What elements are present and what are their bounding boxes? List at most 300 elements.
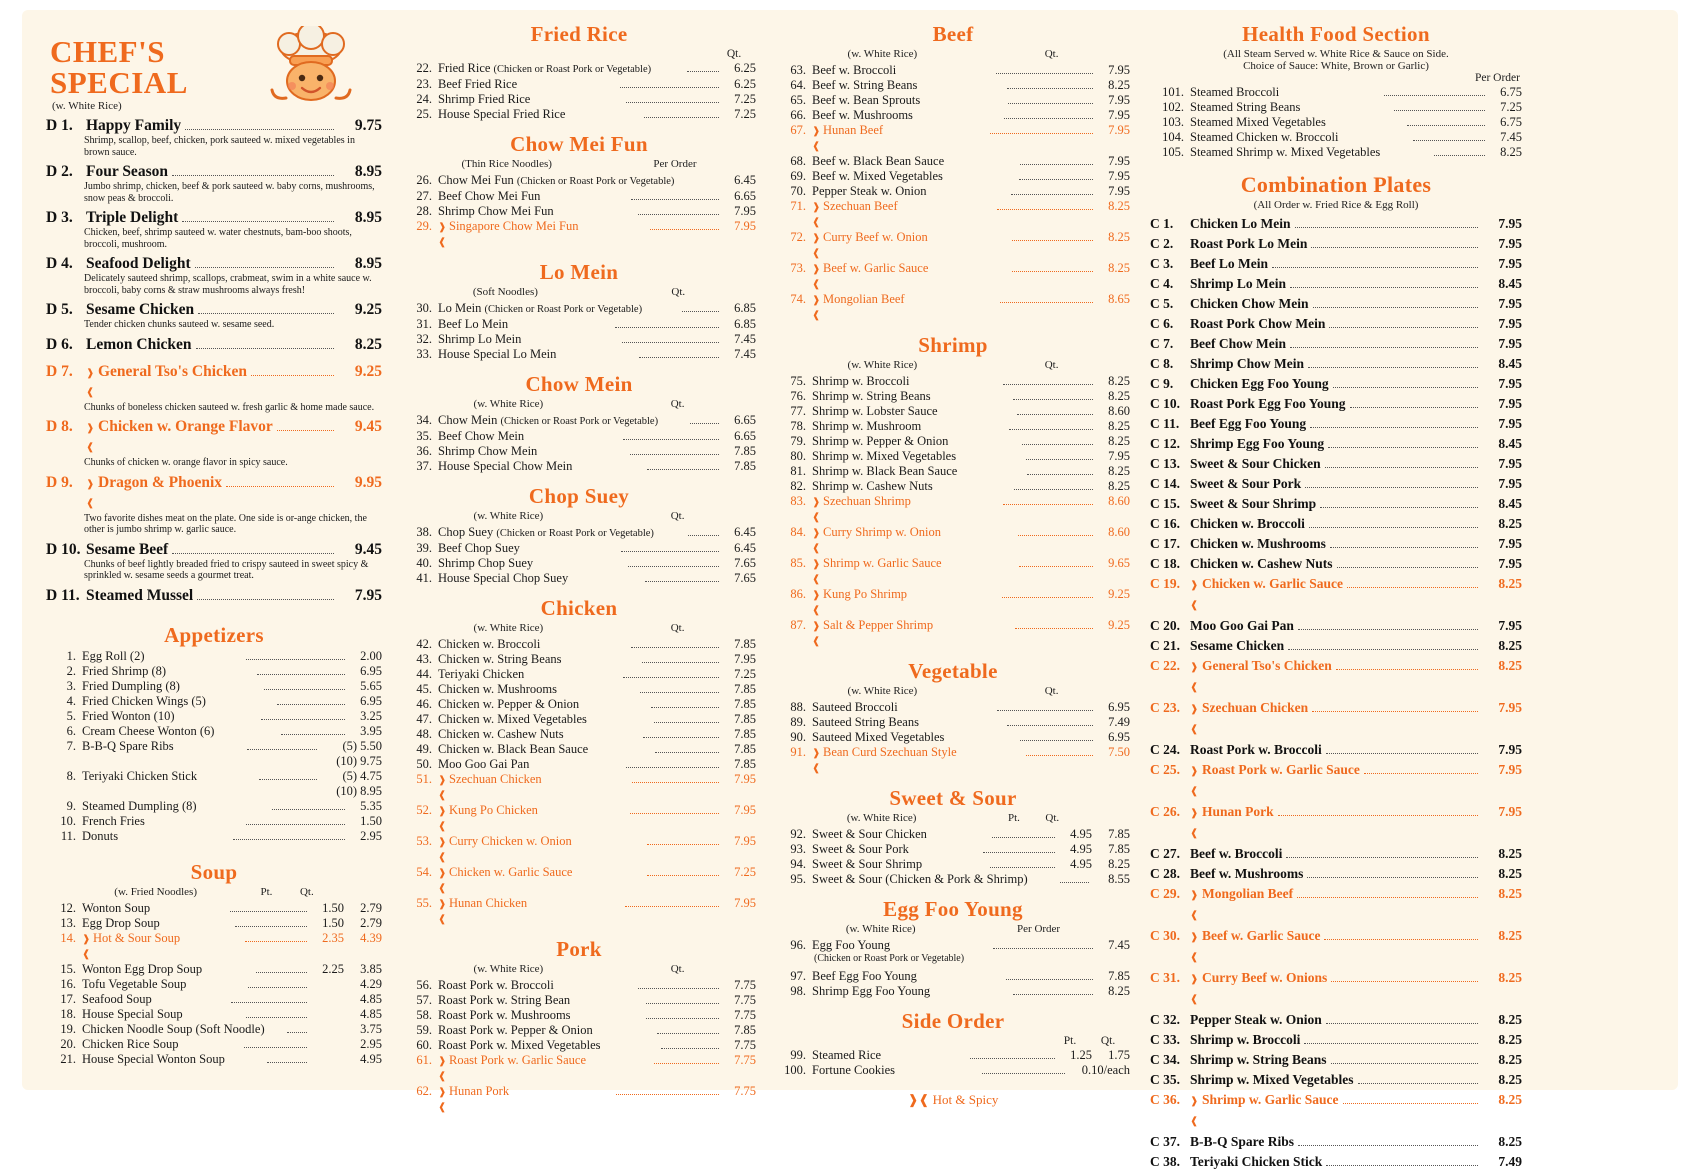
leader-dots [1007, 88, 1093, 89]
menu-item[interactable]: 103. Steamed Mixed Vegetables 6.75 [1162, 115, 1523, 129]
chefs-special-header [46, 20, 382, 116]
menu-item[interactable]: 43. Chicken w. String Beans 7.95 [416, 652, 757, 666]
menu-item[interactable]: C 25. ❱❰ Roast Pork w. Garlic Sauce 7.95 [1150, 760, 1522, 802]
section-title-fried-rice: Fried Rice [530, 22, 628, 46]
leader-dots [687, 71, 719, 72]
leader-dots [688, 535, 719, 536]
menu-item[interactable]: 31. Beef Lo Mein 6.85 [416, 317, 756, 331]
leader-dots [1006, 979, 1093, 980]
menu-item[interactable]: 17. Seafood Soup 4.85 [60, 991, 383, 1006]
menu-item[interactable]: 86. ❱❰ Kung Po Shrimp 9.25 [790, 587, 1131, 616]
leader-dots [1358, 1083, 1478, 1084]
spicy-icon: ❱❰ [1190, 766, 1199, 797]
menu-item[interactable]: 20. Chicken Rice Soup 2.95 [60, 1036, 383, 1051]
menu-item[interactable]: 64. Beef w. String Beans 8.25 [790, 78, 1131, 92]
chefs-special-list [46, 116, 382, 605]
menu-item[interactable]: 15. Wonton Egg Drop Soup 2.25 3.85 [60, 961, 382, 976]
menu-item[interactable]: 61. ❱❰ Roast Pork w. Garlic Sauce 7.75 [416, 1053, 757, 1082]
section-title-vegetable: Vegetable [908, 659, 998, 683]
leader-dots [1012, 240, 1093, 241]
combination-list [1150, 214, 1522, 1172]
menu-item[interactable]: 81. Shrimp w. Black Bean Sauce 8.25 [790, 464, 1130, 478]
menu-item[interactable]: 13. Egg Drop Soup 1.50 2.79 [60, 915, 382, 930]
menu-item[interactable]: C 29. ❱❰ Mongolian Beef 8.25 [1150, 884, 1522, 926]
menu-item[interactable]: 84. ❱❰ Curry Shrimp w. Onion 8.60 [790, 525, 1131, 554]
menu-item[interactable]: 52. ❱❰ Kung Po Chicken 7.95 [416, 803, 757, 832]
menu-item[interactable]: 36. Shrimp Chow Mein 7.85 [416, 444, 756, 458]
leader-dots [1060, 882, 1089, 883]
menu-item[interactable]: 42. Chicken w. Broccoli 7.85 [416, 637, 757, 651]
menu-item[interactable]: C 15. Sweet & Sour Shrimp 8.45 [1150, 496, 1522, 511]
menu-item[interactable]: 38. Chop Suey (Chicken or Roast Pork or Vegetable) 6.45 [416, 525, 756, 539]
menu-item[interactable]: 40. Shrimp Chop Suey 7.65 [416, 556, 756, 570]
menu-item[interactable]: 90. Sauteed Mixed Vegetables 6.95 [790, 730, 1130, 744]
section-title-combination: Combination Plates [1240, 172, 1432, 197]
leader-dots [233, 839, 345, 840]
menu-item[interactable]: 89. Sauteed String Beans 7.49 [790, 715, 1130, 729]
menu-item[interactable]: 16. Tofu Vegetable Soup 4.29 [60, 976, 382, 991]
menu-item[interactable]: D 11. Steamed Mussel 7.95 [46, 586, 382, 604]
leader-dots [682, 311, 719, 312]
leader-dots [630, 454, 719, 455]
menu-item[interactable]: 30. Lo Mein (Chicken or Roast Pork or Vegetable) 6.85 [416, 301, 756, 315]
menu-item[interactable]: 32. Shrimp Lo Mein 7.45 [416, 332, 756, 346]
menu-item[interactable]: 3. Fried Dumpling (8) 5.65 [66, 678, 383, 693]
leader-dots [1413, 140, 1485, 141]
leader-dots [235, 926, 307, 927]
leader-dots [1286, 857, 1478, 858]
leader-dots [226, 486, 334, 487]
menu-item[interactable]: C 14. Sweet & Sour Pork 7.95 [1150, 476, 1522, 491]
menu-item[interactable]: 14. ❱❰ Hot & Sour Soup 2.35 4.39 [60, 930, 383, 960]
menu-item[interactable]: 53. ❱❰ Curry Chicken w. Onion 7.95 [416, 834, 757, 863]
leader-dots [1297, 897, 1478, 898]
menu-item[interactable]: C 3. Beef Lo Mein 7.95 [1150, 256, 1522, 271]
menu-item[interactable]: 49. Chicken w. Black Bean Sauce 7.85 [416, 742, 756, 756]
leader-dots [630, 813, 719, 814]
chow-mein-subtitle: (w. White Rice) Qt. [473, 398, 685, 410]
leader-dots [990, 867, 1055, 868]
menu-item[interactable]: C 37. B-B-Q Spare Ribs 8.25 [1150, 1134, 1522, 1149]
menu-item[interactable]: 34. Chow Mein (Chicken or Roast Pork or Vegetable) 6.65 [416, 413, 756, 427]
menu-item[interactable]: C 10. Roast Pork Egg Foo Young 7.95 [1150, 396, 1522, 411]
spicy-icon: ❱❰ [1190, 890, 1199, 921]
menu-item[interactable]: 57. Roast Pork w. String Bean 7.75 [416, 993, 757, 1007]
leader-dots [1019, 179, 1093, 180]
menu-item[interactable]: C 9. Chicken Egg Foo Young 7.95 [1150, 376, 1522, 391]
leader-dots [1350, 407, 1478, 408]
menu-item[interactable]: 9. Steamed Dumpling (8) 5.35 [66, 798, 383, 813]
spicy-icon: ❱❰ [812, 264, 821, 290]
menu-item[interactable]: 83. ❱❰ Szechuan Shrimp 8.60 [790, 494, 1130, 523]
menu-item[interactable]: 100. Fortune Cookies 0.10/each [784, 1062, 1131, 1077]
leader-dots [690, 423, 719, 424]
leader-dots [996, 73, 1093, 74]
menu-item[interactable]: D 9. ❱❰ Dragon & Phoenix 9.95 [46, 473, 382, 513]
menu-item[interactable]: D 4. Seafood Delight 8.95 [46, 255, 382, 272]
menu-item[interactable]: 72. ❱❰ Curry Beef w. Onion 8.25 [790, 230, 1131, 259]
spicy-icon: ❱❰ [438, 775, 447, 801]
leader-dots [651, 707, 719, 708]
leader-dots [1027, 474, 1093, 475]
leader-dots [631, 647, 719, 648]
leader-dots [1311, 247, 1478, 248]
leader-dots [654, 1063, 719, 1064]
spicy-legend: ❱❰ Hot & Spicy [907, 1091, 999, 1107]
menu-item[interactable]: 6. Cream Cheese Wonton (6) 3.95 [66, 723, 383, 738]
menu-item[interactable]: 78. Shrimp w. Mushroom 8.25 [790, 419, 1131, 433]
menu-item[interactable]: 44. Teriyaki Chicken 7.25 [416, 667, 756, 681]
side-order-columns: Pt. Qt. [1063, 1034, 1116, 1047]
menu-item[interactable]: D 3. Triple Delight 8.95 [46, 209, 382, 226]
leader-dots [644, 117, 719, 118]
section-title-beef: Beef [932, 22, 974, 46]
leader-dots [661, 1048, 719, 1049]
menu-item[interactable]: C 22. ❱❰ General Tso's Chicken 8.25 [1150, 656, 1522, 698]
menu-item[interactable]: 50. Moo Goo Gai Pan 7.85 [416, 757, 757, 771]
spicy-icon: ❱❰ [812, 621, 821, 647]
menu-item[interactable]: 39. Beef Chop Suey 6.45 [416, 541, 756, 555]
menu-item[interactable]: 93. Sweet & Sour Pork 4.95 7.85 [790, 842, 1130, 856]
menu-item[interactable]: C 26. ❱❰ Hunan Pork 7.95 [1150, 802, 1522, 844]
shrimp-list [776, 374, 1130, 649]
leader-dots [259, 779, 317, 780]
menu-item[interactable]: 71. ❱❰ Szechuan Beef 8.25 [790, 199, 1130, 228]
menu-item[interactable]: 22. Fried Rice (Chicken or Roast Pork or Vegetable) 6.25 [416, 61, 757, 75]
menu-item[interactable]: 98. Shrimp Egg Foo Young 8.25 [790, 983, 1130, 998]
menu-item[interactable]: 101. Steamed Broccoli 6.75 [1162, 85, 1522, 99]
menu-item[interactable]: 95. Sweet & Sour (Chicken & Pork & Shrimp) 8.55 [790, 872, 1130, 886]
menu-item[interactable]: D 10. Sesame Beef 9.45 [46, 540, 382, 558]
leader-dots [620, 87, 719, 88]
menu-item[interactable]: C 7. Beef Chow Mein 7.95 [1150, 336, 1522, 351]
menu-item[interactable]: C 13. Sweet & Sour Chicken 7.95 [1150, 456, 1522, 471]
menu-item[interactable]: D 5. Sesame Chicken 9.25 [46, 301, 382, 318]
spicy-icon: ❱❰ [1190, 704, 1199, 735]
menu-item[interactable]: D 7. ❱❰ General Tso's Chicken 9.25 [46, 362, 382, 402]
spicy-icon: ❱❰ [86, 478, 95, 509]
leader-dots [646, 1003, 719, 1004]
pork-list [402, 978, 756, 1115]
menu-item[interactable]: C 33. Shrimp w. Broccoli 8.25 [1150, 1032, 1522, 1047]
leader-dots [1337, 567, 1478, 568]
menu-item[interactable]: 19. Chicken Noodle Soup (Soft Noodle) 3.75 [60, 1021, 382, 1036]
leader-dots [623, 439, 719, 440]
leader-dots [197, 599, 334, 600]
leader-dots [1288, 649, 1478, 650]
spicy-icon: ❱❰ [438, 1087, 447, 1113]
leader-dots [983, 852, 1055, 853]
health-food-subtitle1: (All Steam Served w. White Rice & Sauce on Side. [1223, 48, 1449, 60]
menu-item[interactable]: 41. House Special Chop Suey 7.65 [416, 571, 757, 585]
item-description: Tender chicken chunks sauteed w. sesame seed. [84, 319, 275, 330]
menu-item[interactable]: 59. Roast Pork w. Pepper & Onion 7.85 [416, 1023, 756, 1037]
leader-dots [647, 469, 719, 470]
menu-item[interactable]: 35. Beef Chow Mein 6.65 [416, 429, 757, 443]
menu-item[interactable]: 55. ❱❰ Hunan Chicken 7.95 [416, 896, 757, 925]
menu-item[interactable]: 48. Chicken w. Cashew Nuts 7.85 [416, 727, 756, 741]
chop-suey-subtitle: (w. White Rice) Qt. [473, 510, 685, 522]
menu-item[interactable]: 104. Steamed Chicken w. Broccoli 7.45 [1162, 130, 1522, 144]
leader-dots [1295, 227, 1478, 228]
leader-dots [638, 214, 719, 215]
beef-subtitle: (w. White Rice) Qt. [847, 48, 1059, 60]
section-title-chow-mein: Chow Mein [525, 372, 633, 396]
menu-item[interactable]: 1. Egg Roll (2) 2.00 [66, 648, 382, 663]
menu-item[interactable]: C 8. Shrimp Chow Mein 8.45 [1150, 356, 1522, 371]
menu-item[interactable]: 29. ❱❰ Singapore Chow Mei Fun 7.95 [416, 219, 757, 248]
menu-item[interactable]: C 34. Shrimp w. String Beans 8.25 [1150, 1052, 1522, 1067]
menu-item[interactable]: 12. Wonton Soup 1.50 2.79 [60, 900, 383, 915]
menu-item[interactable]: 69. Beef w. Mixed Vegetables 7.95 [790, 169, 1130, 183]
leader-dots [1347, 587, 1478, 588]
leader-dots [622, 342, 719, 343]
menu-item[interactable]: 102. Steamed String Beans 7.25 [1162, 100, 1522, 114]
menu-item[interactable]: D 8. ❱❰ Chicken w. Orange Flavor 9.45 [46, 417, 382, 457]
menu-item[interactable]: 56. Roast Pork w. Broccoli 7.75 [416, 978, 757, 992]
spicy-icon: ❱❰ [907, 1091, 930, 1107]
chicken-subtitle: (w. White Rice) Qt. [473, 622, 685, 634]
leader-dots [638, 988, 719, 989]
menu-item[interactable]: 46. Chicken w. Pepper & Onion 7.85 [416, 697, 756, 711]
menu-item[interactable]: 58. Roast Pork w. Mushrooms 7.75 [416, 1008, 757, 1022]
leader-dots [1012, 271, 1093, 272]
menu-item[interactable]: 87. ❱❰ Salt & Pepper Shrimp 9.25 [790, 618, 1131, 647]
leader-dots [1343, 1103, 1478, 1104]
menu-item[interactable]: 75. Shrimp w. Broccoli 8.25 [790, 374, 1131, 388]
spicy-icon: ❱❰ [1190, 580, 1199, 611]
leader-dots [1313, 307, 1478, 308]
menu-item[interactable]: 88. Sauteed Broccoli 6.95 [790, 700, 1130, 714]
leader-dots [1026, 755, 1093, 756]
leader-dots [631, 199, 719, 200]
fried-rice-columns: Qt. [726, 48, 742, 60]
menu-item[interactable]: 94. Sweet & Sour Shrimp 4.95 8.25 [790, 857, 1131, 871]
section-title-egg-foo-young: Egg Foo Young [883, 897, 1023, 921]
leader-dots [1008, 103, 1093, 104]
leader-dots [1312, 711, 1478, 712]
menu-item[interactable]: 73. ❱❰ Beef w. Garlic Sauce 8.25 [790, 261, 1131, 290]
item-description: Chunks of beef lightly breaded fried to crispy sauteed in sweet spicy & sprinkled w. sesame seeds a gourmet treat. [84, 558, 369, 581]
leader-dots [230, 911, 307, 912]
section-title-chop-suey: Chop Suey [528, 484, 630, 508]
menu-item[interactable]: D 6. Lemon Chicken 8.25 [46, 335, 382, 353]
spicy-icon: ❱❰ [812, 559, 821, 585]
menu-item[interactable]: 18. House Special Soup 4.85 [60, 1006, 382, 1021]
leader-dots [172, 175, 334, 176]
section-title-soup: Soup [190, 859, 238, 884]
leader-dots [1305, 487, 1478, 488]
leader-dots [616, 1094, 719, 1095]
menu-item[interactable]: 92. Sweet & Sour Chicken 4.95 7.85 [790, 827, 1131, 841]
item-description: (Chicken or Roast Pork or Vegetable) [814, 953, 965, 964]
menu-item[interactable]: C 2. Roast Pork Lo Mein 7.95 [1150, 236, 1522, 251]
menu-item[interactable]: 65. Beef w. Bean Sprouts 7.95 [790, 93, 1131, 107]
chef-mascot-icon [256, 26, 366, 116]
menu-item[interactable]: 96. Egg Foo Young 7.45 [790, 938, 1130, 952]
menu-item[interactable]: 54. ❱❰ Chicken w. Garlic Sauce 7.25 [416, 865, 757, 894]
spicy-icon: ❱❰ [1190, 974, 1199, 1005]
menu-item[interactable]: 68. Beef w. Black Bean Sauce 7.95 [790, 154, 1130, 168]
leader-dots [1326, 1165, 1478, 1166]
menu-item[interactable]: 7. B-B-Q Spare Ribs (5) 5.50 (10) 9.75 [66, 738, 383, 768]
menu-item[interactable]: 23. Beef Fried Rice 6.25 [416, 77, 757, 91]
menu-item[interactable]: 10. French Fries 1.50 [60, 813, 382, 828]
menu-item[interactable]: 26. Chow Mei Fun (Chicken or Roast Pork or Vegetable) 6.45 [416, 173, 756, 187]
menu-item[interactable]: 85. ❱❰ Shrimp w. Garlic Sauce 9.65 [790, 556, 1131, 585]
menu-item[interactable]: C 32. Pepper Steak w. Onion 8.25 [1150, 1012, 1522, 1027]
leader-dots [1014, 489, 1093, 490]
item-description: Chicken, beef, shrimp sauteed w. water chestnuts, bam-boo shoots, broccoli, mushroom. [84, 227, 352, 250]
section-title-appetizers: Appetizers [164, 622, 264, 647]
menu-item[interactable]: 62. ❱❰ Hunan Pork 7.75 [416, 1084, 757, 1113]
menu-item[interactable]: D 2. Four Season 8.95 [46, 163, 382, 180]
spicy-icon: ❱❰ [438, 222, 447, 248]
menu-item[interactable]: 105. Steamed Shrimp w. Mixed Vegetables 8.25 [1162, 145, 1522, 159]
menu-item[interactable]: D 1. Happy Family 9.75 [46, 117, 382, 134]
menu-item[interactable]: C 16. Chicken w. Broccoli 8.25 [1150, 516, 1522, 531]
menu-item[interactable]: C 24. Roast Pork w. Broccoli 7.95 [1150, 742, 1522, 757]
menu-item[interactable]: C 23. ❱❰ Szechuan Chicken 7.95 [1150, 698, 1522, 740]
menu-item[interactable]: C 27. Beef w. Broccoli 8.25 [1150, 846, 1522, 861]
menu-item[interactable]: C 1. Chicken Lo Mein 7.95 [1150, 216, 1522, 231]
menu-item[interactable]: 27. Beef Chow Mei Fun 6.65 [416, 189, 756, 203]
menu-item[interactable]: 37. House Special Chow Mein 7.85 [416, 459, 757, 473]
menu-item[interactable]: C 17. Chicken w. Mushrooms 7.95 [1150, 536, 1522, 551]
leader-dots [1022, 444, 1093, 445]
leader-dots [647, 844, 719, 845]
health-food-list [1150, 85, 1522, 160]
menu-item[interactable]: 45. Chicken w. Mushrooms 7.85 [416, 682, 757, 696]
item-description: Shrimp, scallop, beef, chicken, pork sauteed w. mixed vegetables in brown sauce. [84, 135, 355, 158]
menu-item[interactable]: 25. House Special Fried Rice 7.25 [416, 107, 756, 121]
leader-dots [621, 551, 719, 552]
leader-dots [1026, 459, 1093, 460]
menu-item[interactable]: 74. ❱❰ Mongolian Beef 8.65 [790, 292, 1130, 321]
spicy-icon: ❱❰ [1190, 1096, 1199, 1127]
menu-item[interactable]: 60. Roast Pork w. Mixed Vegetables 7.75 [416, 1038, 757, 1052]
leader-dots [643, 737, 719, 738]
menu-item[interactable]: 24. Shrimp Fried Rice 7.25 [416, 92, 757, 106]
menu-item[interactable]: 51. ❱❰ Szechuan Chicken 7.95 [416, 772, 756, 801]
spicy-icon: ❱❰ [438, 837, 447, 863]
menu-item[interactable]: C 31. ❱❰ Curry Beef w. Onions 8.25 [1150, 968, 1522, 1010]
leader-dots [628, 566, 719, 567]
menu-item[interactable]: 76. Shrimp w. String Beans 8.25 [790, 389, 1131, 403]
menu-item[interactable]: 28. Shrimp Chow Mei Fun 7.95 [416, 204, 757, 218]
spicy-icon: ❱❰ [1190, 808, 1199, 839]
leader-dots [1310, 427, 1478, 428]
menu-item[interactable]: C 6. Roast Pork Chow Mein 7.95 [1150, 316, 1522, 331]
leader-dots [646, 1018, 719, 1019]
menu-item[interactable]: C 19. ❱❰ Chicken w. Garlic Sauce 8.25 [1150, 574, 1522, 616]
chicken-list [402, 637, 756, 927]
chow-mei-fun-subtitle: (Thin Rice Noodles) Per Order [461, 158, 697, 170]
spicy-icon: ❱❰ [438, 868, 447, 894]
chop-suey-list [402, 525, 756, 586]
menu-item[interactable]: 79. Shrimp w. Pepper & Onion 8.25 [790, 434, 1130, 448]
menu-item[interactable]: C 38. Teriyaki Chicken Stick 7.49 [1150, 1154, 1522, 1169]
menu-item[interactable]: 33. House Special Lo Mein 7.45 [416, 347, 757, 361]
leader-dots [1325, 467, 1478, 468]
leader-dots [1320, 507, 1478, 508]
leader-dots [182, 221, 334, 222]
leader-dots [647, 875, 719, 876]
leader-dots [1011, 194, 1093, 195]
menu-item[interactable]: 66. Beef w. Mushrooms 7.95 [790, 108, 1131, 122]
leader-dots [196, 348, 335, 349]
menu-item[interactable]: 21. House Special Wonton Soup 4.95 [60, 1051, 383, 1066]
menu-item[interactable]: 80. Shrimp w. Mixed Vegetables 7.95 [790, 449, 1130, 463]
leader-dots [246, 659, 345, 660]
menu-item[interactable]: C 36. ❱❰ Shrimp w. Garlic Sauce 8.25 [1150, 1090, 1522, 1132]
leader-dots [1290, 287, 1478, 288]
leader-dots [1018, 535, 1093, 536]
pork-subtitle: (w. White Rice) Qt. [473, 963, 685, 975]
leader-dots [645, 581, 719, 582]
menu-item[interactable]: C 12. Shrimp Egg Foo Young 8.45 [1150, 436, 1522, 451]
leader-dots [1331, 981, 1478, 982]
spicy-icon: ❱❰ [1190, 932, 1199, 963]
menu-item[interactable]: 4. Fried Chicken Wings (5) 6.95 [66, 693, 382, 708]
menu-item[interactable]: 67. ❱❰ Hunan Beef 7.95 [790, 123, 1131, 152]
menu-item[interactable]: 47. Chicken w. Mixed Vegetables 7.85 [416, 712, 756, 726]
leader-dots [626, 102, 719, 103]
menu-item[interactable]: 91. ❱❰ Bean Curd Szechuan Style 7.50 [790, 745, 1130, 774]
menu-item[interactable]: 99. Steamed Rice 1.25 1.75 [790, 1047, 1131, 1062]
menu-item[interactable]: C 18. Chicken w. Cashew Nuts 7.95 [1150, 556, 1522, 571]
leader-dots [251, 375, 334, 376]
menu-item[interactable]: 82. Shrimp w. Cashew Nuts 8.25 [790, 479, 1130, 493]
leader-dots [632, 782, 719, 783]
menu-item[interactable]: 2. Fried Shrimp (8) 6.95 [66, 663, 382, 678]
leader-dots [244, 1047, 307, 1048]
spicy-icon: ❱❰ [812, 590, 821, 616]
leader-dots [1394, 110, 1485, 111]
menu-item[interactable]: 8. Teriyaki Chicken Stick (5) 4.75 (10) 8.95 [66, 768, 383, 798]
menu-item[interactable]: C 4. Shrimp Lo Mein 8.45 [1150, 276, 1522, 291]
leader-dots [281, 734, 345, 735]
leader-dots [1013, 399, 1093, 400]
leader-dots [1307, 877, 1478, 878]
menu-item[interactable]: C 21. Sesame Chicken 8.25 [1150, 638, 1522, 653]
menu-item[interactable]: 97. Beef Egg Foo Young 7.85 [790, 968, 1130, 983]
leader-dots [654, 722, 719, 723]
lo-mein-list [402, 301, 756, 362]
chefs-special-note: (w. White Rice) [52, 100, 122, 112]
menu-item[interactable]: C 28. Beef w. Mushrooms 8.25 [1150, 866, 1522, 881]
menu-item[interactable]: C 30. ❱❰ Beef w. Garlic Sauce 8.25 [1150, 926, 1522, 968]
menu-item[interactable]: C 20. Moo Goo Gai Pan 7.95 [1150, 618, 1522, 633]
menu-item[interactable]: 11. Donuts 2.95 [60, 828, 382, 843]
menu-item[interactable]: C 11. Beef Egg Foo Young 7.95 [1150, 416, 1522, 431]
menu-item[interactable]: C 5. Chicken Chow Mein 7.95 [1150, 296, 1522, 311]
leader-dots [1304, 1043, 1478, 1044]
leader-dots [247, 749, 317, 750]
menu-item[interactable]: 70. Pepper Steak w. Onion 7.95 [790, 184, 1131, 198]
section-title-chow-mei-fun: Chow Mei Fun [510, 132, 648, 156]
menu-item[interactable]: C 35. Shrimp w. Mixed Vegetables 8.25 [1150, 1072, 1522, 1087]
leader-dots [1002, 597, 1093, 598]
leader-dots [997, 209, 1093, 210]
leader-dots [990, 133, 1093, 134]
spicy-icon: ❱❰ [438, 1056, 447, 1082]
chow-mein-list [402, 413, 756, 474]
spicy-icon: ❱❰ [812, 528, 821, 554]
menu-item[interactable]: 77. Shrimp w. Lobster Sauce 8.60 [790, 404, 1130, 418]
menu-item[interactable]: 5. Fried Wonton (10) 3.25 [66, 708, 383, 723]
menu-item[interactable]: 63. Beef w. Broccoli 7.95 [790, 63, 1131, 77]
